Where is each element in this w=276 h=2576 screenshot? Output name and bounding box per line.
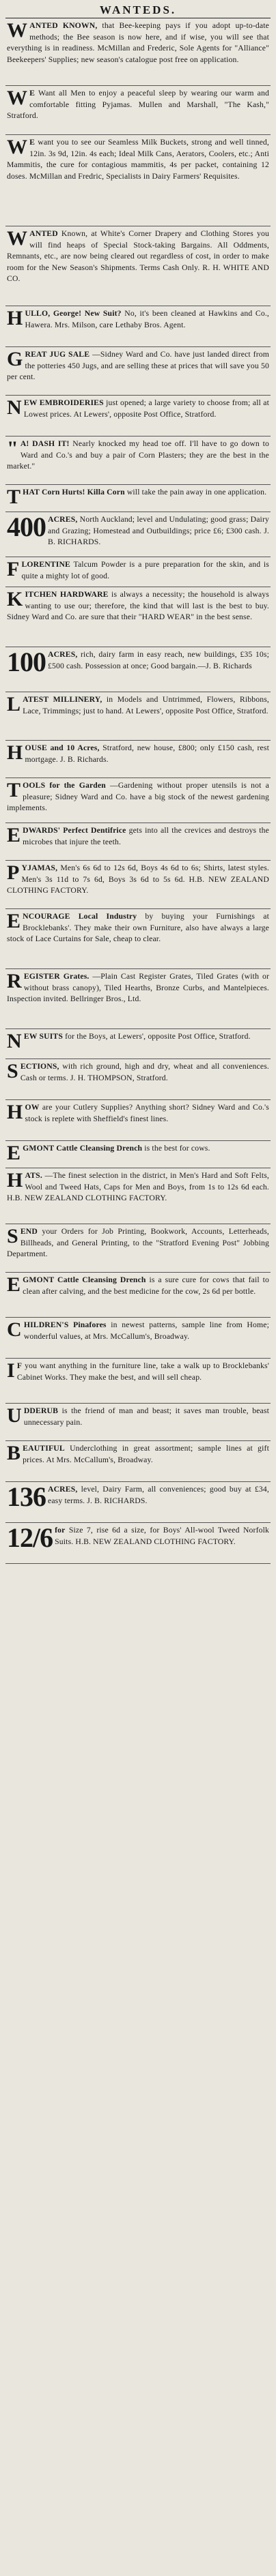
ad-drop-initial: N bbox=[7, 396, 22, 419]
ad-body-text: is the best for cows. bbox=[142, 1144, 210, 1153]
ad-body-text: rich, dairy farm in easy reach, new buildings, £35 10s; £500 cash. Possession at once; Good bargain.—J. B. Richards bbox=[48, 650, 269, 670]
ad-lead-text: DWARDS' Perfect Dentifrice bbox=[23, 826, 126, 835]
classified-ad bbox=[5, 1318, 271, 1359]
classified-ad bbox=[5, 1359, 271, 1404]
classified-ad bbox=[5, 692, 271, 741]
ad-drop-initial: W bbox=[7, 136, 28, 158]
ad-body-text: just opened; a large variety to choose from; all at Lowest prices. At Lewers', opposite Post Office, Stratford. bbox=[23, 398, 270, 419]
classified-ad bbox=[5, 485, 271, 512]
ad-drop-initial: 12/6 bbox=[7, 1523, 53, 1553]
ad-drop-initial: H bbox=[7, 1169, 23, 1191]
classified-ad bbox=[5, 1482, 271, 1523]
ad-lead-text: GMONT Cattle Cleansing Drench bbox=[23, 1144, 143, 1153]
classified-ad bbox=[5, 436, 271, 485]
ad-drop-initial: H bbox=[7, 307, 23, 329]
ad-body-text: Size 7, rise 6d a size, for Boys' All-wool Tweed Norfolk Suits. H.B. NEW ZEALAND CLOTHING FACTORY. bbox=[55, 1526, 269, 1546]
ad-body-text: that Bee-keeping pays if you adopt up-to-date methods; the Bee season is now here, and if wise, you will see that everything is in readiness. McMillan and Frederic, Sole Agents for "Alliance" Beekeepers' Supplies; new season's catalogue post free on application. bbox=[7, 21, 269, 64]
ad-body-text: are your Cutlery Supplies? Anything short? Sidney Ward and Co.'s stock is replete with Sheffield's finest lines. bbox=[25, 1103, 269, 1123]
ad-drop-initial: 400 bbox=[7, 512, 46, 542]
ad-lead-text: ATEST MILLINERY, bbox=[23, 695, 102, 704]
ad-drop-initial: S bbox=[7, 1225, 18, 1247]
ad-lead-text: ITCHEN HARDWARE bbox=[25, 590, 109, 599]
classified-ad bbox=[5, 587, 271, 647]
classified-ad bbox=[5, 1224, 271, 1273]
ad-lead-text: E bbox=[29, 138, 36, 147]
classified-ad bbox=[5, 226, 271, 306]
classified-ad bbox=[5, 1059, 271, 1100]
ad-body-text: Stratford, new house, £800; only £150 cash, rest mortgage. J. B. Richards. bbox=[25, 743, 269, 764]
classified-ads-list bbox=[5, 18, 271, 1564]
ad-lead-text: E bbox=[29, 89, 36, 98]
ad-drop-initial: E bbox=[7, 1142, 21, 1164]
ad-drop-initial: E bbox=[7, 910, 21, 932]
ad-body-text: is always a necessity; the household is always wanting to use our; therefore, the kind that will last is the best to buy. Sidney Ward and Co. are sure that their "HARD WEAR" in the best sense. bbox=[7, 590, 269, 622]
ad-lead-text: EW SUITS bbox=[23, 1032, 64, 1041]
ad-lead-text: ACRES, bbox=[48, 515, 78, 524]
ad-lead-text: ANTED KNOWN, bbox=[29, 21, 98, 30]
ad-lead-text: A! DASH IT! bbox=[20, 439, 70, 448]
ad-body-text: with rich ground, high and dry, wheat and all conveniences. Cash or terms. J. H. THOMPSON, Stratford. bbox=[20, 1062, 269, 1082]
ad-body-text: your Orders for Job Printing, Bookwork, Accounts, Letterheads, Billheads, and General Printing, to the "Stratford Evening Post" Jobbing Department. bbox=[7, 1227, 269, 1259]
ad-lead-text: DDERUB bbox=[23, 1406, 59, 1415]
ad-drop-initial: W bbox=[7, 87, 28, 109]
ad-body-text: No, it's been cleaned at Hawkins and Co., Hawera. Mrs. Milson, care Lethaby Bros. Agent. bbox=[25, 309, 269, 329]
classified-ad bbox=[5, 18, 271, 86]
classified-ad bbox=[5, 778, 271, 823]
ad-drop-initial: " bbox=[7, 437, 18, 460]
ad-drop-initial: E bbox=[7, 824, 21, 846]
classified-ad bbox=[5, 396, 271, 436]
ad-body-text: you want anything in the furniture line, take a walk up to Brocklebanks' Cabinet Works. They make the best, and will sell cheap. bbox=[16, 1361, 269, 1382]
ad-lead-text: END bbox=[20, 1227, 38, 1236]
classified-ad bbox=[5, 1273, 271, 1318]
ad-drop-initial: 136 bbox=[7, 1482, 46, 1512]
ad-lead-text: for bbox=[55, 1526, 66, 1535]
ad-lead-text: EAUTIFUL bbox=[23, 1444, 65, 1453]
ad-lead-text: ULLO, George! New Suit? bbox=[25, 309, 122, 318]
ad-drop-initial: F bbox=[7, 558, 20, 580]
ad-body-text: will take the pain away in one application. bbox=[124, 488, 267, 497]
ad-drop-initial: 100 bbox=[7, 647, 46, 677]
ad-body-text: in Models and Untrimmed, Flowers, Ribbons, Lace, Trimmings; just to hand. At Lewers', opposite Post Office, Stratford. bbox=[23, 695, 269, 715]
ad-lead-text: YJAMAS, bbox=[21, 863, 58, 872]
ad-drop-initial: H bbox=[7, 741, 23, 764]
section-heading: WANTEDS. bbox=[5, 3, 271, 18]
classified-ad bbox=[5, 861, 271, 909]
ad-body-text: is a sure cure for cows that fail to clean after calving, and the best medicine for the cow, 2s 6d per bottle. bbox=[23, 1275, 269, 1296]
ad-lead-text: ATS. bbox=[25, 1171, 42, 1180]
ad-drop-initial: T bbox=[7, 779, 21, 801]
ad-body-text: North Auckland; level and Undulating; good grass; Dairy and Grazing; Homestead and Outbuildings; price £6; £300 cash. J. B. RICHARDS. bbox=[48, 515, 269, 547]
classified-ad bbox=[5, 1029, 271, 1059]
ad-lead-text: EW EMBROIDERIES bbox=[23, 398, 104, 407]
ad-lead-text: REAT JUG SALE bbox=[25, 350, 90, 359]
ad-lead-text: ACRES, bbox=[48, 650, 78, 659]
ad-lead-text: OUSE and 10 Acres, bbox=[25, 743, 100, 752]
ad-drop-initial: U bbox=[7, 1404, 22, 1427]
ad-body-text: —Gardening without proper utensils is not a pleasure; Sidney Ward and Co. have a big stock of the newest gardening implements. bbox=[7, 781, 269, 813]
ad-drop-initial: N bbox=[7, 1030, 22, 1052]
ad-lead-text: ECTIONS, bbox=[20, 1062, 59, 1071]
classified-ad bbox=[5, 1441, 271, 1482]
classified-ad bbox=[5, 823, 271, 861]
ad-drop-initial: B bbox=[7, 1442, 21, 1464]
ad-body-text: by buying your Furnishings at Brocklebanks'. They make their own Furniture, also have always a large stock of Lace Curtains for Sale, cheap to clear. bbox=[7, 912, 269, 944]
classified-ad bbox=[5, 557, 271, 587]
ad-body-text: —Sidney Ward and Co. have just landed direct from the potteries 450 Jugs, and are selling these at prices that will save you 50 per cent. bbox=[7, 350, 270, 382]
ad-body-text: want you to see our Seamless Milk Buckets, strong and well tinned, 12in. 3s 9d, 12in. 4s each; Ideal Milk Cans, Aerators, Coolers, etc.; Anti Mammitis, the cure for contagious mammitis, 4s per packet, containing 12 doses. McMillan and Fredric, Specialists in Dairy Farmers' Requisites. bbox=[7, 138, 269, 181]
ad-body-text: in newest patterns, sample line from Home; wonderful values, at Mrs. McCallum's, Broadway. bbox=[23, 1320, 269, 1341]
ad-drop-initial: T bbox=[7, 486, 21, 508]
classified-ad bbox=[5, 1168, 271, 1224]
ad-drop-initial: P bbox=[7, 861, 20, 884]
ad-drop-initial: E bbox=[7, 1273, 21, 1296]
ad-drop-initial: C bbox=[7, 1318, 22, 1341]
ad-drop-initial: H bbox=[7, 1101, 23, 1123]
ad-drop-initial: W bbox=[7, 19, 28, 42]
classified-ad bbox=[5, 1100, 271, 1141]
ad-lead-text: NCOURAGE Local Industry bbox=[23, 912, 137, 921]
ad-body-text: —Plain Cast Register Grates, Tiled Grates (with or without brass canopy), Tiled Hearths, Bronze Curbs, and Mantelpieces. Inspection invited. Bellringer Bros., Ltd. bbox=[7, 972, 270, 1004]
ad-body-text: for the Boys, at Lewers', opposite Post Office, Stratford. bbox=[63, 1032, 251, 1041]
classified-ad bbox=[5, 909, 271, 969]
ad-drop-initial: S bbox=[7, 1060, 18, 1082]
classified-ad bbox=[5, 969, 271, 1029]
ad-lead-text: ANTED bbox=[29, 229, 58, 238]
ad-lead-text: ACRES, bbox=[48, 1485, 78, 1494]
ad-lead-text: OOLS for the Garden bbox=[23, 781, 106, 790]
ad-lead-text: HILDREN'S Pinafores bbox=[23, 1320, 107, 1329]
classified-ad bbox=[5, 135, 271, 226]
ad-body-text: gets into all the crevices and destroys the microbes that injure the teeth. bbox=[23, 826, 269, 846]
classified-ad bbox=[5, 347, 271, 396]
ad-lead-text: EGISTER Grates. bbox=[23, 972, 89, 981]
ad-drop-initial: K bbox=[7, 588, 23, 610]
ad-drop-initial: L bbox=[7, 693, 21, 715]
classified-ad bbox=[5, 1404, 271, 1441]
ad-body-text: is the friend of man and beast; it saves man trouble, beast unnecessary pain. bbox=[23, 1406, 269, 1427]
ad-drop-initial: G bbox=[7, 348, 23, 370]
classified-ad bbox=[5, 306, 271, 347]
classified-ad bbox=[5, 741, 271, 778]
ad-body-text: Want all Men to enjoy a peaceful sleep by wearing our warm and comfortable fitting Pyjamas. Mullen and Marshall, "The Kash," Stratford. bbox=[7, 89, 269, 121]
ad-drop-initial: W bbox=[7, 227, 28, 250]
ad-body-text: Underclothing in great assortment; sample lines at gift prices. At Mrs. McCallum's, Broadway. bbox=[23, 1444, 269, 1464]
ad-lead-text: HAT Corn Hurts! Killa Corn bbox=[23, 488, 125, 497]
ad-body-text: —The finest selection in the district, in Men's Hard and Soft Felts, Wool and Tweed Hats, Caps for Men and Boys, from 1s to 12s 6d each. H.B. NEW ZEALAND CLOTHING FACTORY. bbox=[7, 1171, 269, 1203]
ad-lead-text: LORENTINE bbox=[21, 560, 70, 569]
classified-ad bbox=[5, 1141, 271, 1168]
ad-body-text: level, Dairy Farm, all conveniences; good buy at £34, easy terms. J. B. RICHARDS. bbox=[48, 1485, 269, 1505]
ad-body-text: Talcum Powder is a pure preparation for the skin, and is quite a mighty lot of good. bbox=[21, 560, 269, 580]
classified-ad bbox=[5, 647, 271, 692]
ad-body-text: Known, at White's Corner Drapery and Clothing Stores you will find heaps of Special Stock-taking Bargains. All Oddments, Remnants, etc., are now being cleared out regardless of cost, in order to make room for the New Season's Shipments. Terms Cash Only. R. H. WHITE AND CO. bbox=[7, 229, 269, 284]
classified-ad bbox=[5, 1523, 271, 1564]
ad-lead-text: F bbox=[16, 1361, 23, 1370]
classified-ad bbox=[5, 86, 271, 135]
ad-body-text: Nearly knocked my head toe off. I'll have to go down to Ward and Co.'s and buy a pair of Corn Plasters; they are the best in the market." bbox=[7, 439, 269, 471]
ad-lead-text: GMONT Cattle Cleansing Drench bbox=[23, 1275, 146, 1284]
ad-lead-text: OW bbox=[25, 1103, 40, 1112]
ad-drop-initial: I bbox=[7, 1359, 15, 1382]
ad-body-text: Men's 6s 6d to 12s 6d, Boys 4s 6d to 6s; Shirts, latest styles. Men's 3s 11d to 7s 6d, Boys 3s 6d to 5s 6d. H.B. NEW ZEALAND CLOTHING FACTORY. bbox=[7, 863, 269, 895]
classified-ad bbox=[5, 512, 271, 557]
ad-drop-initial: R bbox=[7, 970, 22, 992]
